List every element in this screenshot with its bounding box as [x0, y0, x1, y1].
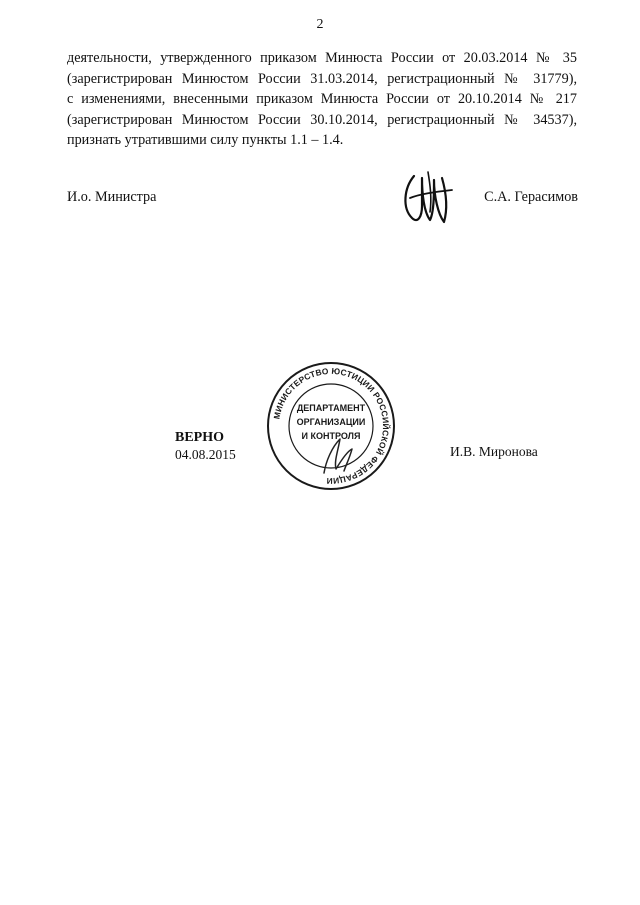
body-line: деятельности, утвержденного приказом Минюста России от 20.03.2014 № 35 [67, 50, 577, 66]
body-line: (зарегистрирован Минюстом России 31.03.2014, регистрационный № 31779), [67, 70, 577, 87]
body-line: с изменениями, внесенными приказом Минюста России от 20.10.2014 № 217 [67, 91, 577, 107]
signer-title: И.о. Министра [67, 189, 157, 205]
stamp-inner-line-2: ОРГАНИЗАЦИИ [296, 417, 366, 427]
certifier-name: И.В. Миронова [450, 444, 538, 459]
body-line: (зарегистрирован Минюстом России 30.10.2014, регистрационный № 34537), [67, 111, 577, 128]
body-line: признать утратившими силу пункты 1.1 – 1.4. [67, 132, 344, 148]
signer-name: С.А. Герасимов [484, 189, 578, 205]
body-text [67, 48, 577, 151]
official-stamp [266, 361, 396, 491]
handwritten-signature [400, 168, 460, 230]
page-number: 2 [316, 17, 324, 32]
stamp-inner-line-3: И КОНТРОЛЯ [301, 431, 361, 441]
certification-mark: ВЕРНО [175, 430, 225, 445]
certification-date: 04.08.2015 [175, 447, 236, 462]
stamp-outer-text: МИНИСТЕРСТВО ЮСТИЦИИ РОССИЙСКОЙ ФЕДЕРАЦИИ [271, 365, 392, 487]
stamp-inner-line-1: ДЕПАРТАМЕНТ [296, 403, 366, 413]
